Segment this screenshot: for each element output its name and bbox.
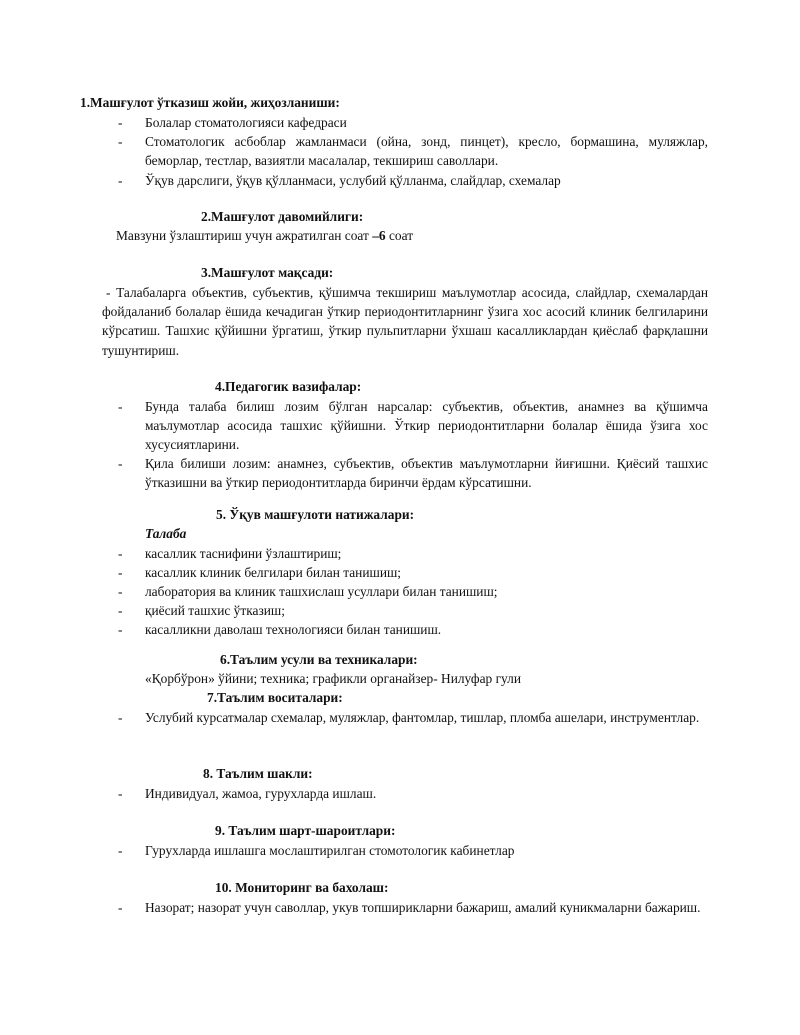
duration-hours: –6: [372, 228, 386, 243]
bullet-dash: -: [118, 584, 123, 599]
list-item-text: Назорат; назорат учун саволлар, укув топширикларни бажариш, амалий куникмаларни бажариш.: [145, 900, 701, 915]
section-5-heading: 5. Ўқув машғулоти натижалари:: [216, 507, 415, 522]
bullet-dash: -: [118, 603, 123, 618]
list-item-text: Болалар стоматологияси кафедраси: [145, 115, 347, 130]
list-item-text: Қила билиши лозим: анамнез, субъектив, объектив маълумотларни йиғишни. Қиёсий ташхис ўтказишни ва ўткир периодонтитларда биринчи ёрдам кўрсатишни.: [145, 456, 708, 491]
bullet-dash: -: [118, 710, 123, 725]
bullet-dash: -: [118, 456, 123, 471]
duration-text-main: Мавзуни ўзлаштириш учун ажратилган соат: [116, 228, 373, 243]
duration-text: [116, 227, 413, 245]
bullet-dash: -: [118, 900, 123, 915]
section-1-heading: 1.Машғулот ўтказиш жойи, жиҳозланиши:: [80, 95, 340, 110]
section-7-heading: 7.Таълим воситалари:: [207, 690, 343, 705]
bullet-dash: -: [118, 173, 123, 188]
list-item-text: Услубий курсатмалар схемалар, муляжлар, фантомлар, тишлар, пломба ашелари, инструментлар.: [145, 710, 700, 725]
list-item-text: касаллик клиник белгилари билан танишиш;: [145, 565, 402, 580]
list-item-text: лаборатория ва клиник ташхислаш усуллари билан танишиш;: [145, 584, 498, 599]
section-5-subheading: Талаба: [145, 526, 187, 541]
section-3-heading: 3.Машғулот мақсади:: [201, 265, 334, 280]
list-item-text: қиёсий ташхис ўтказиш;: [145, 603, 285, 618]
section-8-heading: 8. Таълим шакли:: [203, 766, 313, 781]
list-item-text: Бунда талаба билиш лозим бўлган нарсалар: субъектив, объектив, анамнез ва қўшимча маълумотлар асосида ташхис қўйишни. Ўткир периодонтитларни болалар ёшида ўзига хос хусусиятларини.: [145, 399, 708, 453]
duration-text-end: соат: [385, 228, 414, 243]
list-item-text: касаллик таснифини ўзлаштириш;: [145, 546, 342, 561]
bullet-dash: -: [118, 546, 123, 561]
bullet-dash: -: [118, 622, 123, 637]
bullet-dash: -: [118, 565, 123, 580]
list-item-text: Ўқув дарслиги, ўқув қўлланмаси, услубий қўлланма, слайдлар, схемалар: [145, 173, 561, 188]
bullet-dash: -: [118, 115, 123, 130]
list-item-text: Гурухларда ишлашга мослаштирилган стомотологик кабинетлар: [145, 843, 515, 858]
section-10-heading: 10. Мониторинг ва бахолаш:: [215, 880, 389, 895]
section-6-heading: 6.Таълим усули ва техникалари:: [220, 652, 418, 667]
list-item-text: касалликни даволаш технологияси билан танишиш.: [145, 622, 442, 637]
section-4-heading: 4.Педагогик вазифалар:: [215, 379, 362, 394]
list-item-text: Индивидуал, жамоа, гурухларда ишлаш.: [145, 786, 377, 801]
list-item-text: Стоматологик асбоблар жамланмаси (ойна, зонд, пинцет), кресло, бормашина, муляжлар, беморлар, тестлар, вазиятли масалалар, текшириш саволлари.: [145, 134, 708, 169]
bullet-dash: -: [118, 134, 123, 149]
section-2-heading: 2.Машғулот давомийлиги:: [201, 209, 364, 224]
bullet-dash: -: [118, 786, 123, 801]
bullet-dash: -: [118, 399, 123, 414]
bullet-dash: -: [118, 843, 123, 858]
section-9-heading: 9. Таълим шарт-шароитлари:: [215, 823, 396, 838]
methods-text: «Қорбўрон» ўйини; техника; графикли органайзер- Нилуфар гули: [145, 671, 522, 686]
goal-paragraph: - Талабаларга объектив, субъектив, қўшимча текшириш маълумотлар асосида, слайдлар, схемалардан фойдаланиб болалар ёшида кечадиган ўткир периодонтитларнинг ўзига хос асосий клиник белгиларини кўрсатиш. Ташхис қўйишни ўргатиш, ўткир пульпитларни ўхшаш касалликлардан қиёслаб фарқлашни тушунтириш.: [102, 285, 708, 358]
